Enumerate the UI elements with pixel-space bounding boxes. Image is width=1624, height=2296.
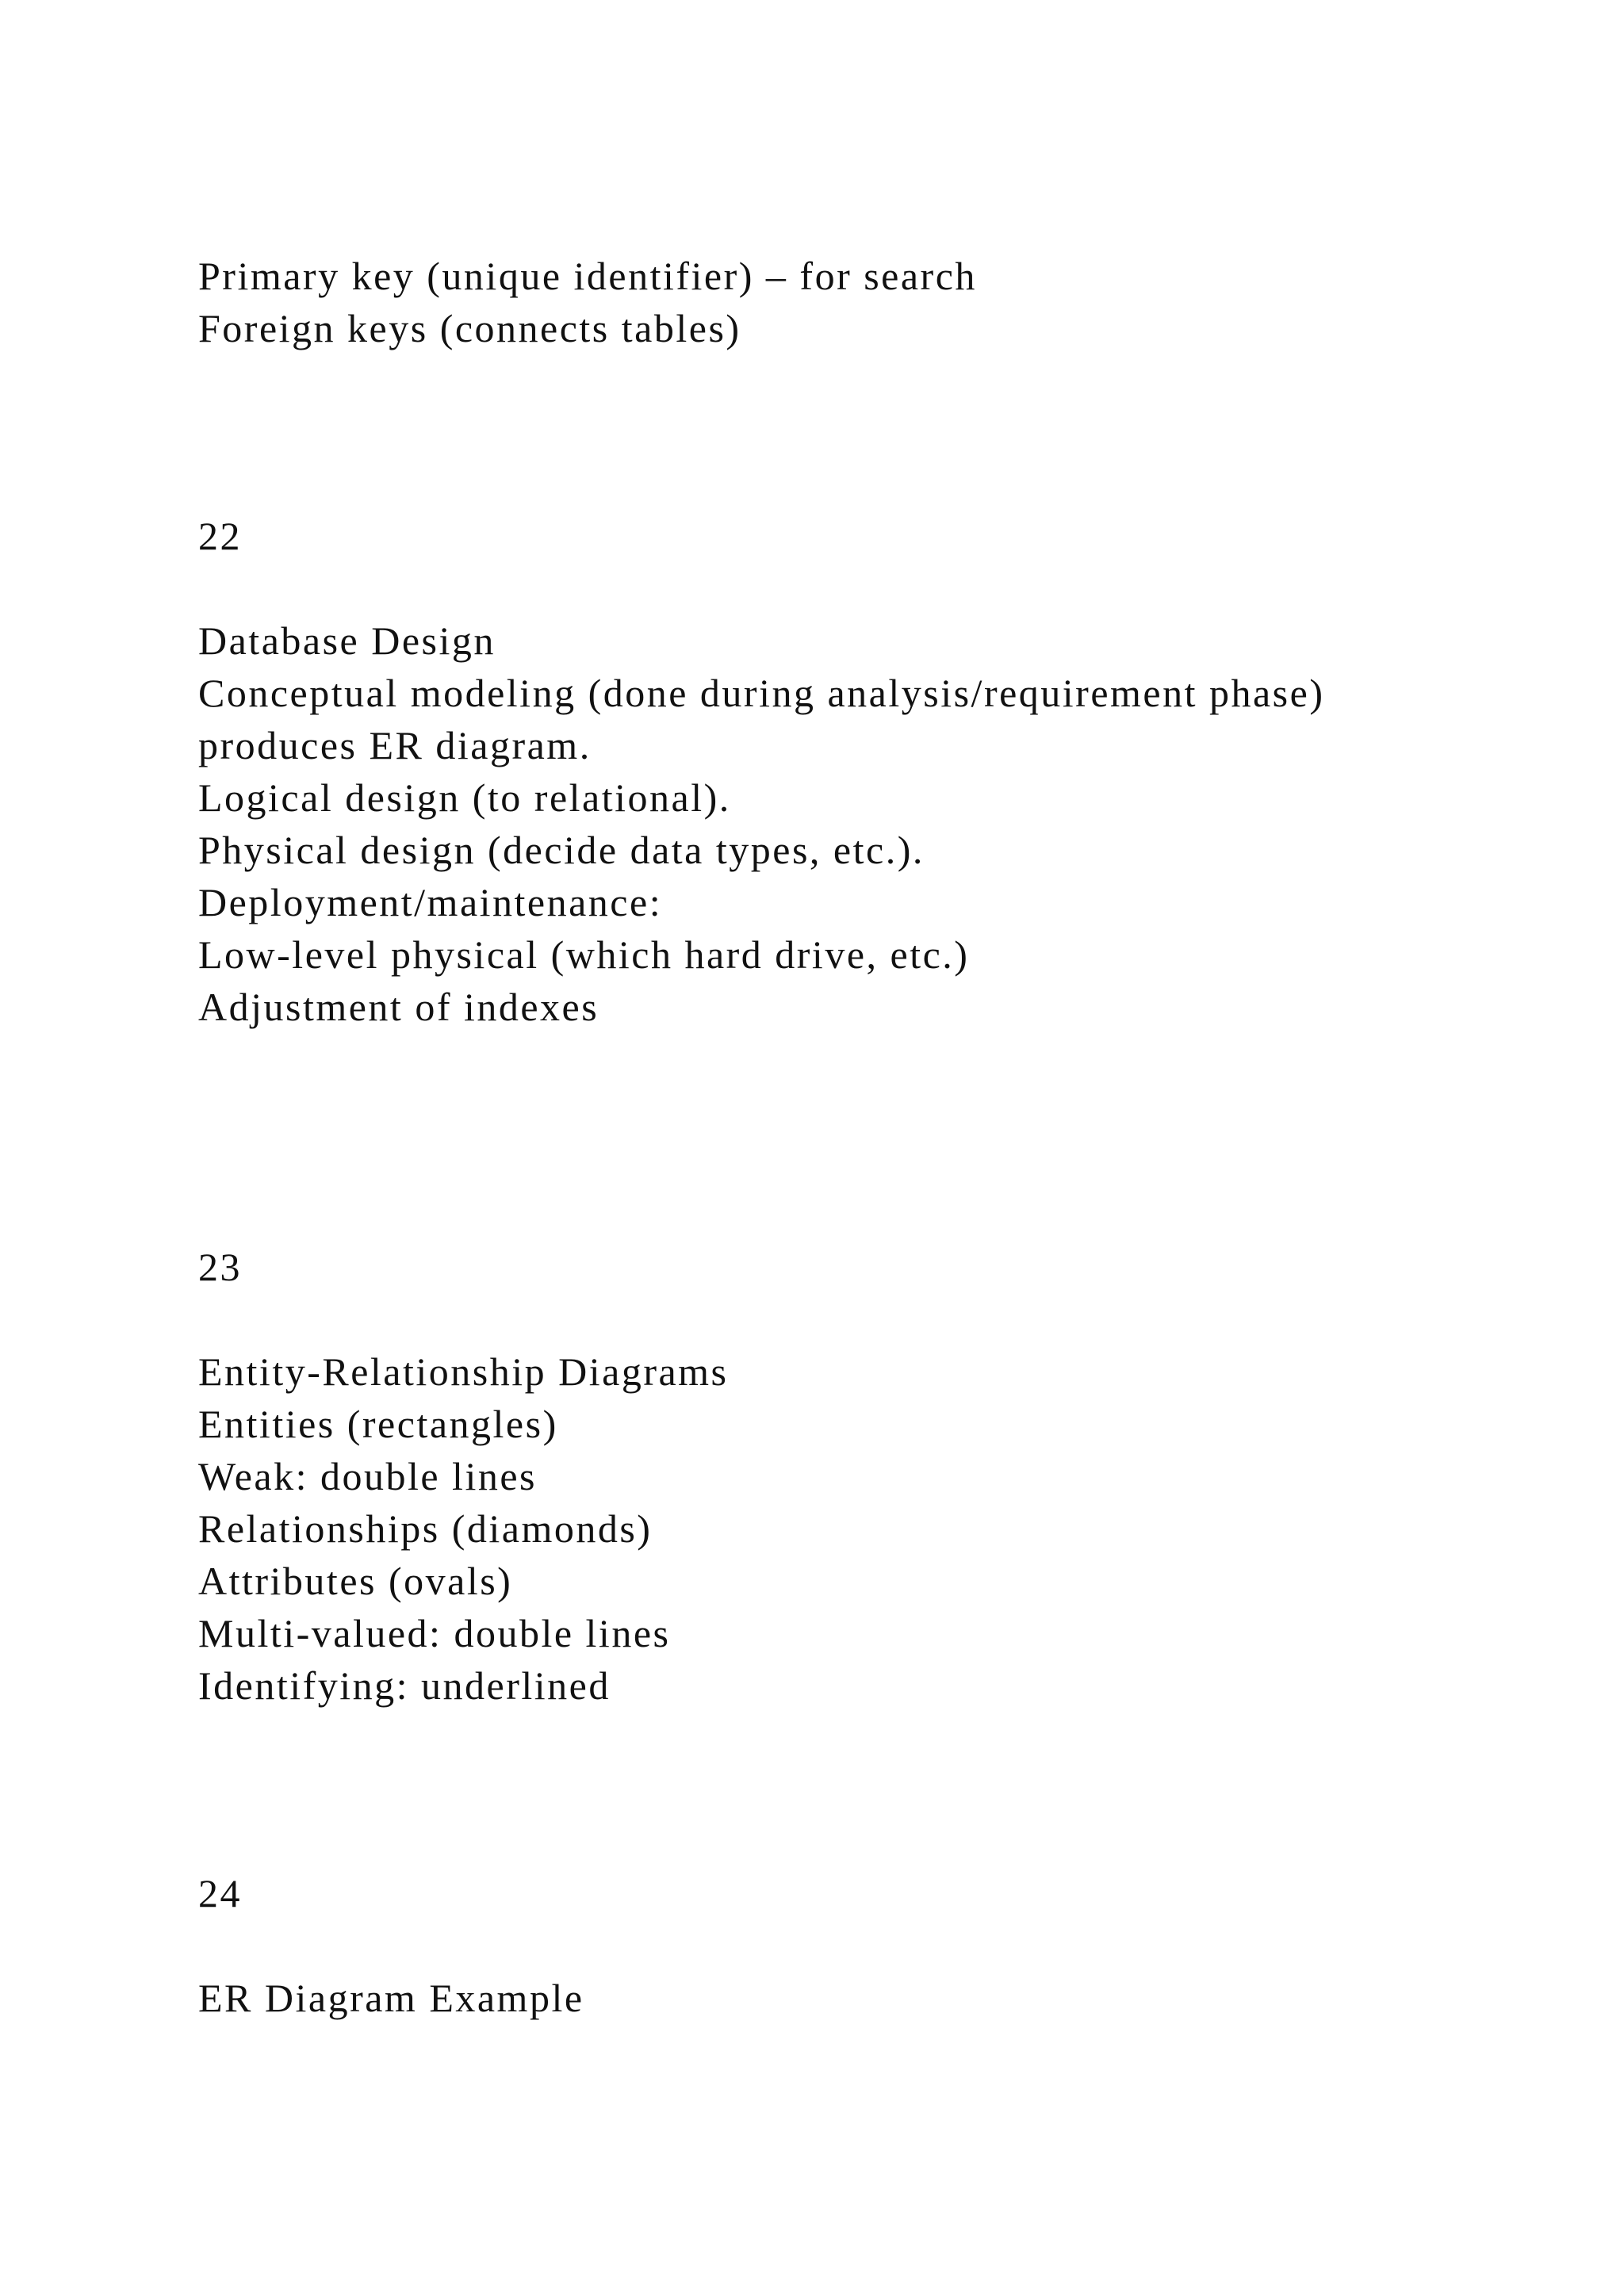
slide-23-line: Relationships (diamonds)	[198, 1506, 653, 1551]
slide-22-line: Adjustment of indexes	[198, 985, 599, 1029]
foreign-keys-line: Foreign keys (connects tables)	[198, 306, 741, 350]
slide-23-line: Entities (rectangles)	[198, 1402, 558, 1446]
primary-key-line: Primary key (unique identifier) – for search	[198, 254, 977, 298]
slide-number-22: 22	[198, 514, 242, 558]
slide-number-23: 23	[198, 1245, 242, 1289]
slide-22-line: Physical design (decide data types, etc.).	[198, 828, 925, 872]
slide-22-line: produces ER diagram.	[198, 723, 592, 767]
slide-23-line: Weak: double lines	[198, 1454, 537, 1498]
slide-23-line: Multi-valued: double lines	[198, 1611, 671, 1655]
slide-22-line: Deployment/maintenance:	[198, 880, 663, 924]
slide-22-line: Logical design (to relational).	[198, 775, 731, 820]
slide-23-line: Identifying: underlined	[198, 1663, 611, 1708]
slide-24-title: ER Diagram Example	[198, 1976, 584, 2020]
slide-22-title: Database Design	[198, 618, 496, 663]
slide-23-title: Entity-Relationship Diagrams	[198, 1349, 729, 1394]
slide-number-24: 24	[198, 1871, 242, 1915]
slide-23-line: Attributes (ovals)	[198, 1559, 513, 1603]
slide-22-line: Low-level physical (which hard drive, etc.)	[198, 932, 970, 977]
slide-22-line: Conceptual modeling (done during analysis/requirement phase)	[198, 671, 1325, 715]
